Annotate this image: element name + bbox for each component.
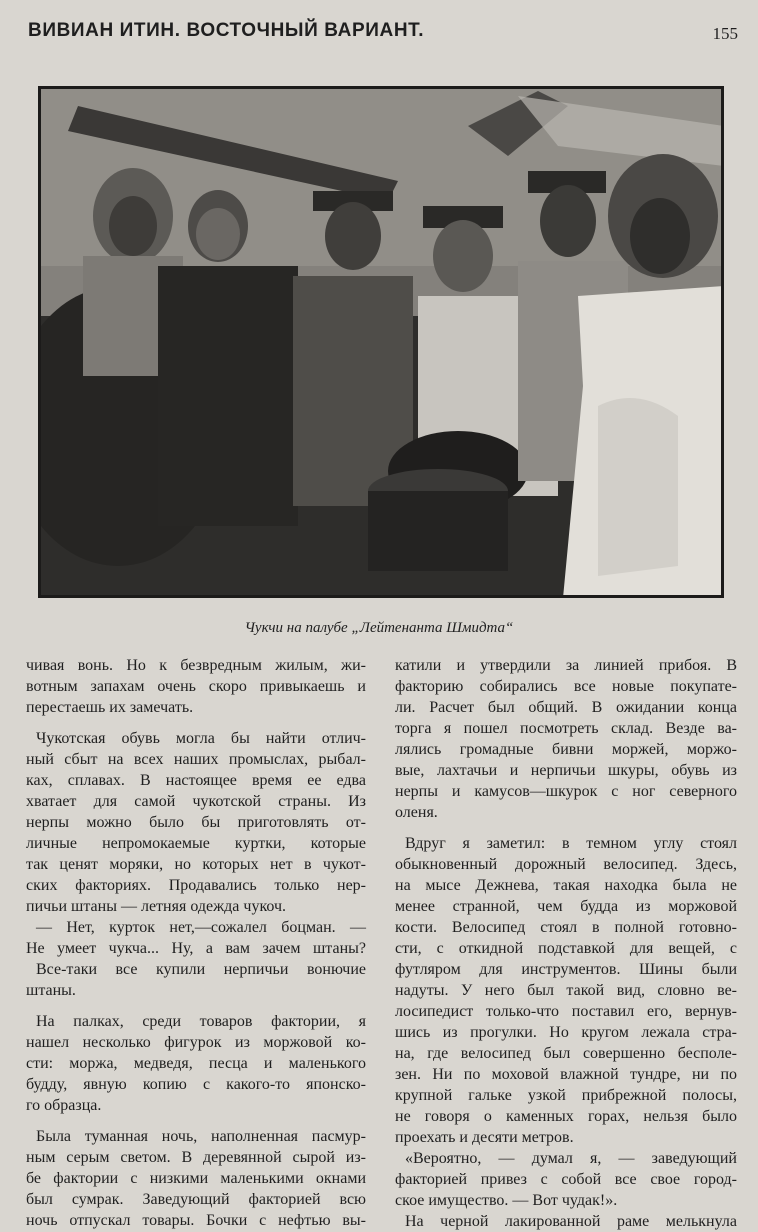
text-line: Не умеет чукча... Ну, а вам зачем штаны?	[26, 940, 366, 957]
text-line: кости. Велосипед стоял в полной готовно-	[395, 919, 737, 936]
text-line: на, где велосипед был совершенно бесполе-	[395, 1045, 737, 1062]
text-line: катили и утвердили за линией прибоя. В	[395, 657, 737, 674]
text-line: На палках, среди товаров фактории, я	[36, 1013, 366, 1030]
text-line: На черной лакированной раме мелькнула	[405, 1213, 737, 1230]
text-line: пичьи штаны — летняя одежда чукоч.	[26, 898, 287, 915]
text-line: на мысе Дежнева, такая находка была не	[395, 877, 737, 894]
text-line: штаны.	[26, 982, 76, 999]
text-line: «Вероятно, — думал я, — заведующий	[405, 1150, 737, 1167]
photo-caption: Чукчи на палубе „Лейтенанта Шмидта“	[244, 620, 514, 636]
text-column-right	[395, 655, 737, 1232]
text-line: лялись громадные бивни моржей, моржо-	[395, 741, 737, 758]
running-head-title: ВИВИАН ИТИН. ВОСТОЧНЫЙ ВАРИАНТ.	[28, 20, 425, 41]
text-line: ли. Расчет был общий. В ожидании конца	[395, 699, 737, 716]
text-line: нерпы можно было бы приготовлять от-	[26, 814, 366, 831]
text-line: менее странной, чем будда из моржовой	[395, 898, 737, 915]
text-line: ным серым светом. В деревянной сырой из-	[26, 1149, 366, 1166]
text-line: вотным запахам очень скоро привыкаешь и	[26, 678, 366, 695]
text-line: сти: моржа, медведя, песца и маленького	[26, 1055, 366, 1072]
text-line: не говоря о каменных горах, нельзя было	[395, 1108, 737, 1125]
page-number: 155	[712, 24, 738, 43]
text-line: бе фактории с низкими маленькими окнами	[26, 1170, 366, 1187]
text-line: Вдруг я заметил: в темном углу стоял	[405, 835, 737, 852]
running-head	[28, 20, 738, 50]
text-line: обыкновенный дорожный велосипед. Здесь,	[395, 856, 737, 873]
text-line: факторией привез с собой все свое город-	[395, 1171, 737, 1188]
text-line: лосипедист только-что поставил его, вернув-	[395, 1003, 737, 1020]
text-line: личные непромокаемые куртки, которые	[26, 835, 366, 852]
text-line: хватает для самой чукотской страны. Из	[26, 793, 366, 810]
photo-illustration	[38, 86, 724, 598]
text-line: го образца.	[26, 1097, 102, 1114]
text-line: футляром для инструментов. Шины были	[395, 961, 737, 978]
text-line: крупной гальке узкой прибрежной полосы,	[395, 1087, 737, 1104]
text-column-left	[26, 655, 366, 1231]
text-line: зен. Ни по моховой влажной тундре, ни по	[395, 1066, 737, 1083]
text-line: ночь отпускал товары. Бочки с нефтью вы-	[26, 1212, 366, 1229]
photograph-chukchi-on-deck	[38, 86, 724, 598]
text-line: нашел несколько фигурок из моржовой ко-	[26, 1034, 366, 1051]
text-line: ских факториях. Продавались только нер-	[26, 877, 366, 894]
text-line: Чукотская обувь могла бы найти отлич-	[36, 730, 366, 747]
text-line: вые, лахтачьи и нерпичьи шкуры, обувь из	[395, 762, 737, 779]
text-line: Все-таки все купили нерпичьи вонючие	[36, 961, 366, 978]
text-line: — Нет, курток нет,—сожалел боцман. —	[36, 919, 366, 936]
text-line: шись из прогулки. Но кругом лежала стра-	[395, 1024, 737, 1041]
text-line: проехать и десяти метров.	[395, 1129, 574, 1146]
text-line: торга я пошел посмотреть склад. Везде ва-	[395, 720, 737, 737]
text-line: факторию собирались все новые покупате-	[395, 678, 737, 695]
text-line: будду, явную копию с какого-то японско-	[26, 1076, 366, 1093]
text-line: сти, с откидной подставкой для вещей, с	[395, 940, 737, 957]
text-line: чивая вонь. Но к безвредным жилым, жи-	[26, 657, 366, 674]
text-line: Была туманная ночь, наполненная пасмур-	[36, 1128, 366, 1145]
text-line: нерпы и камусов—шкурок с ног северного	[395, 783, 737, 800]
text-line: так ценят моряки, но которых нет в чукот-	[26, 856, 366, 873]
text-line: был сумрак. Заведующий факторией всю	[26, 1191, 366, 1208]
text-line: ный сбыт на всех наших промыслах, рыбал-	[26, 751, 366, 768]
text-line: ках, сплавах. В настоящее время ее едва	[26, 772, 366, 789]
text-line: ское имущество. — Вот чудак!».	[395, 1192, 618, 1209]
text-line: перестаешь их замечать.	[26, 699, 194, 716]
text-line: оленя.	[395, 804, 438, 821]
text-line: надуты. У него был такой вид, словно ве-	[395, 982, 737, 999]
